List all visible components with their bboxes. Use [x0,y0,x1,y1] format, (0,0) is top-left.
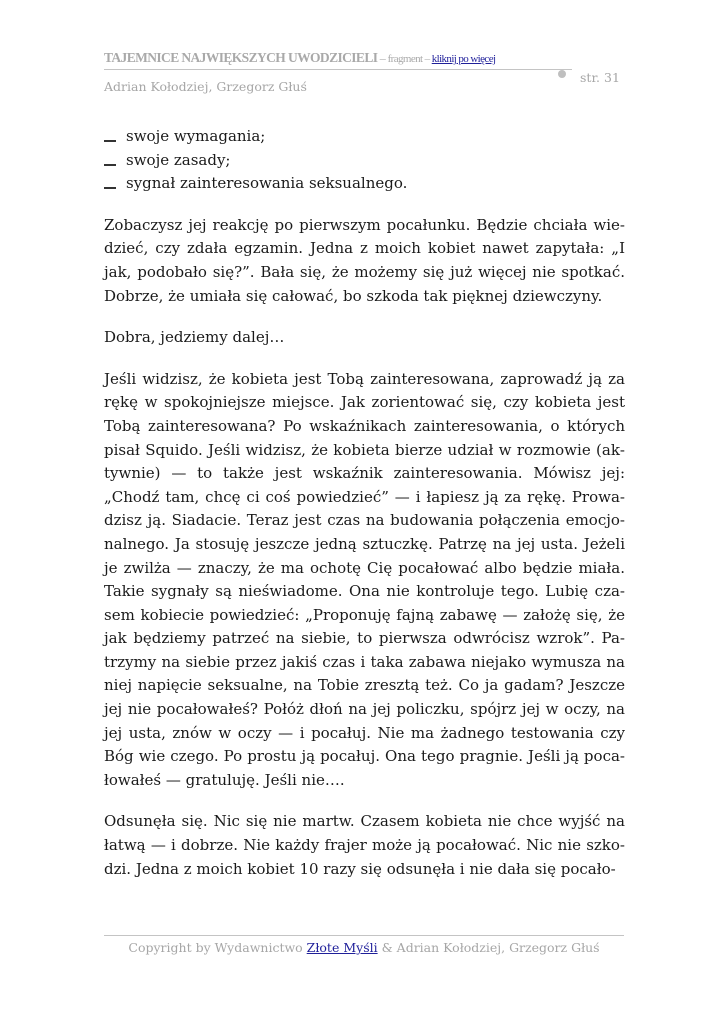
header-divider [104,69,572,70]
paragraph-reaction: Zobaczysz jej reakcję po pierwszym pocałunku. Będzie chciała wiedzieć, czy zdała egzamin. Jedna z moich kobiet nawet zapytała: „I jak, podobało się?”. Bała się, że możemy się już więcej nie spotkać. Dobrze, że umiała się całować, bo szkoda tak pięknej dziewczyny. [104,215,625,305]
dash-bullet-icon [104,187,116,189]
list-item-text: swoje wymagania; [126,127,266,145]
list-item [104,125,625,149]
header-bullet-dot [558,70,566,78]
list-item-text: sygnał zainteresowania seksualnego. [126,174,408,193]
bullet-list [104,125,625,196]
footer-divider [104,935,624,936]
page-number: str. 31 [580,70,620,85]
list-item [104,172,625,196]
copyright-suffix: & Adrian Kołodziej, Grzegorz Głuś [377,940,600,955]
body-text [104,125,625,899]
dash-bullet-icon [104,140,116,142]
header-title-line [104,49,574,67]
paragraph-main: Jeśli widzisz, że kobieta jest Tobą zainteresowana, zaprowadź ją za rękę w spokojniejsze miejsce. Jak zorientować się, czy kobieta jest Tobą zainteresowana? Po wskaźnikach zainteresowania, o których pisał Squido. Jeśli widzisz, że kobieta bierze udział w rozmowie (aktywnie) — to także jest wskaźnik zainteresowania. Mówisz jej: „Chodź tam, chcę ci coś powiedzieć” — i łapiesz ją za rękę. Prowadzisz ją. Siadacie. Teraz jest czas na budowania połączenia emocjonalnego. Ja stosuję jeszcze jedną sztuczkę. Patrzę na jej usta. Jeżeli je zwilża — znaczy, że ma ochotę Cię pocałować albo będzie miała. Takie sygnały są nieświadome. Ona nie kontroluje tego. Lubię czasem kobiecie powiedzieć: „Proponuję fajną zabawę — założę się, że jak będziemy patrzeć na siebie, to pierwsza odwrócisz wzrok”. Patrzymy na siebie przez jakiś czas i taka zabawa niejako wymusza na niej napięcie seksualne, na Tobie zresztą też. Co ja gadam? Jeszcze jej nie pocałowałeś? Połóż dłoń na jej policzku, spójrz jej w oczy, na jej usta, znów w oczy — i pocałuj. Nie ma żadnego testowania czy Bóg wie czego. Po prostu ją pocałuj. Ona tego pragnie. Jeśli ją pocałowałeś — gratuluję. Jeśli nie…. [104,369,625,789]
list-item [104,149,625,173]
paragraph-lets-go: Dobra, jedziemy dalej… [104,328,285,347]
book-title: TAJEMNICE NAJWIĘKSZYCH UWODZICIELI [104,50,378,65]
footer-copyright [104,940,624,955]
list-item-text: swoje zasady; [126,150,231,169]
copyright-prefix: Copyright by Wydawnictwo [128,940,307,955]
title-separator: – [377,51,388,65]
dash-bullet-icon [104,164,116,166]
fragment-label: fragment – [387,53,432,65]
header-authors: Adrian Kołodziej, Grzegorz Głuś [104,79,307,94]
publisher-link[interactable]: Złote Myśli [306,940,378,955]
paragraph-pulled-away: Odsunęła się. Nic się nie martw. Czasem kobieta nie chce wyjść na łatwą — i dobrze. Nie każdy frajer może ją pocałować. Nic nie szkodzi. Jedna z moich kobiet 10 razy się odsunęła i nie dała się pocało- [104,812,625,878]
more-link[interactable]: kliknij po więcej [431,53,496,65]
